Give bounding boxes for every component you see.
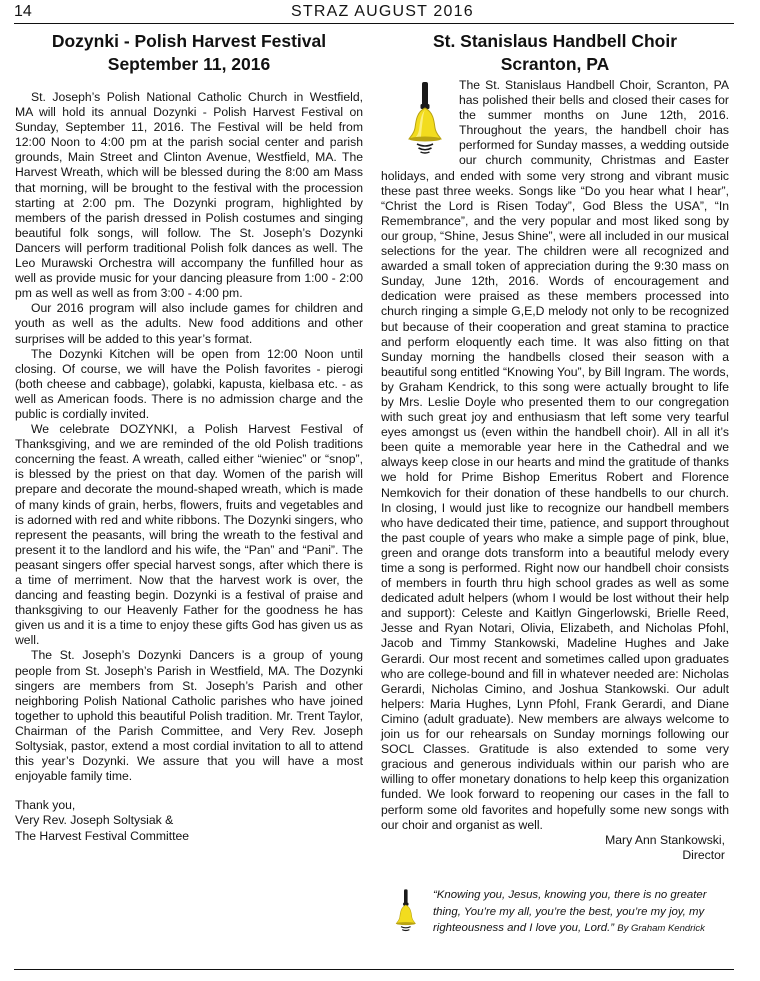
footer-rule bbox=[14, 969, 734, 970]
signoff-line: The Harvest Festival Committee bbox=[15, 828, 190, 843]
left-paragraph: St. Joseph’s Polish National Catholic Church in Westfield, MA will hold its annual Dozynki - Polish Harvest Festival on Sunday, September 11, 2016. The Festival will be held from 12:00 Noon to 4:00 pm at the parish social center and parish grounds, Main Street and Clinton Avenue, Westfield, MA. The Harvest Wreath, which will be blessed during the 8:00 am Mass that morning, will be brought to the festival with the procession starting at 2:00 pm. The Dozynki program, highlighted by members of the parish dressed in Polish costumes and singing beautiful folk songs, will follow. The St. Joseph’s Dozynki Dancers will perform traditional Polish folk dances as well. The Leo Murawski Orchestra will accompany the funfilled hour as well as provide music for your dancing pleasure from 1:00 - 2:00 pm as well as well as from 3:00 - 4:00 pm. bbox=[15, 90, 363, 301]
quote-box bbox=[395, 887, 735, 947]
left-article-title bbox=[15, 30, 363, 76]
signature-title: Director bbox=[682, 847, 725, 862]
left-paragraph: We celebrate DOZYNKI, a Polish Harvest Festival of Thanksgiving, and we are reminded of the old Polish traditions concerning the feast. A wreath, called either “wieniec” or “snop”, is blessed by the priest on that day. Women of the parish will prepare and decorate the mound-shaped wreath, which is made of many kinds of grain, herbs, flowers, fruits and vegetables and is adorned with red and white ribbons. The Dozynki singers, who represent the peasants, will bring the wreath to the festival and present it to the landlord and his wife, the “Pan” and “Pani”. The peasant singers offer special harvest songs, after which there is a time of merriment. Now that the harvest work is over, the dancing and feasting begin. Dozynki is a festival of praise and thanksgiving to our Heavenly Father for the goodness he has given us and it is a time to enjoy these gifts God has given us as well. bbox=[15, 422, 363, 648]
left-title-line1: Dozynki - Polish Harvest Festival bbox=[51, 31, 327, 51]
right-article bbox=[381, 30, 729, 863]
left-paragraph: The Dozynki Kitchen will be open from 12:00 Noon until closing. Of course, we will have the Polish favorites - pierogi (both cheese and cabbage), golabki, kapusta, kielbasa etc. - as well as American foods. There is no admission charge and the public is cordially invited. bbox=[15, 346, 363, 421]
quote-body: “Knowing you, Jesus, knowing you, there is no greater thing, You’re my all, you’re the best, you’re my joy, my righteousness and I love you, Lord.” bbox=[433, 889, 707, 934]
quote-text bbox=[433, 887, 731, 938]
page-number: 14 bbox=[14, 3, 32, 20]
quote-attribution: By Graham Kendrick bbox=[617, 923, 705, 934]
left-paragraph: Our 2016 program will also include games for children and youth as well as the adults. New food additions and other surprises will be added to this year’s format. bbox=[15, 301, 363, 346]
signoff-line: Very Rev. Joseph Soltysiak & bbox=[15, 813, 174, 828]
left-title-line2: September 11, 2016 bbox=[107, 54, 271, 74]
right-title-line1: St. Stanislaus Handbell Choir bbox=[432, 31, 678, 51]
left-paragraph: The St. Joseph’s Dozynki Dancers is a group of young people from St. Joseph’s Parish in Westfield, MA. The Dozynki singers are members from St. Joseph’s Parish and other neighboring Polish National Catholic parishes who have joined together to uphold this beautiful Polish tradition. Mr. Trent Taylor, Chairman of the Parish Committee, and Very Rev. Joseph Soltysiak, pastor, extend a most cordial invitation to all to attend this year’s Dozynki. We assure that you will have a most enjoyable family time. bbox=[15, 648, 363, 784]
left-article bbox=[15, 30, 363, 844]
right-title-line2: Scranton, PA bbox=[500, 54, 610, 74]
left-signoff bbox=[15, 798, 363, 843]
right-article-body bbox=[381, 78, 729, 833]
page-header bbox=[14, 3, 734, 24]
signature-name: Mary Ann Stankowski, bbox=[605, 832, 725, 847]
running-head: STRAZ AUGUST 2016 bbox=[291, 3, 474, 20]
signoff-line: Thank you, bbox=[15, 798, 76, 813]
right-article-title bbox=[381, 30, 729, 76]
left-article-body bbox=[15, 90, 363, 784]
director-signature bbox=[381, 833, 725, 863]
handbell-icon bbox=[381, 78, 459, 156]
handbell-icon bbox=[395, 889, 419, 938]
right-paragraph: The St. Stanislaus Handbell Choir, Scranton, PA has polished their bells and closed their cases for the summer months on June 12th, 2016. Throughout the years, the handbell choir has performed for Sunday masses, a wedding outside our church community, Christmas and Easter holidays, and ended with some very strong and vibrant music these past three weeks. Songs like “Do you hear what I hear”, “Christ the Lord is Risen Today”, God Bless the USA”, “In Remembrance”, and the very popular and most liked song by our group, “Shine, Jesus Shine”, were all included in our musical selections for the year. The children were all recognized and awarded a small token of appreciation during the 9:30 mass on Sunday, June 12th, 2016. Words of encouragement and dedication were praised as these members processed into church ringing a simple G,E,D melody not only to be recognized but because of their cooperation and great stamina to practice and perform eloquently each time. It was also fitting on that Sunday morning the handbells closed their season with a beautiful song entitled “Knowing You”, by Bill Ingram. The words, by Graham Kendrick, to this song were actually brought to life by Mrs. Leslie Doyle who presented them to our congregation with such great joy and enthusiasm that left some very tearful eyes amongst us (even within the handbell choir). All in all it’s been quite a memorable year here in the Cathedral and we always keep close in our hearts and mind the gratitude of thanks we hold for Prime Bishop Emeritus Robert and Florence Nemkovich for their donation of these handbells to our church. In closing, I would just like to recognize our handbell members who have dedicated their time, patience, and support throughout the past couple of years who make a simple page of pink, blue, green and orange dots transform into a beautiful melody every time a song is performed. Right now our handbell choir consists of members in fourth thru high school grades as well as some dedicated adult helpers (whom I would be lost without their help and support): Celeste and Kaitlyn Gingerlowski, Brielle Reed, Jesse and Ryan Notari, Olivia, Elizabeth, and Nicholas Pfohl, Jacob and Timmy Stankowski, Madeline Hughes and Jake Gerardi. Our most recent and sometimes called upon graduates who are college-bound and fill in whatever needed are: Nicholas Gerardi, Nicholas Cimino, and Joshua Stankowski. Our adult helpers: Maria Hughes, Lynn Pfohl, Frank Gerardi, and Diane Cimino (adult graduate). New members are always welcome to join us for our rehearsals on Sunday mornings following our SOCL Classes. Gratitude is also extended to some very gracious and generous individuals within our parish who are willing to offer monetary donations to help keep this organization funded. We look forward to reopening our cases in the fall to perform some old favorites and hopefully some new songs with our choir and organist as well. bbox=[381, 78, 729, 832]
